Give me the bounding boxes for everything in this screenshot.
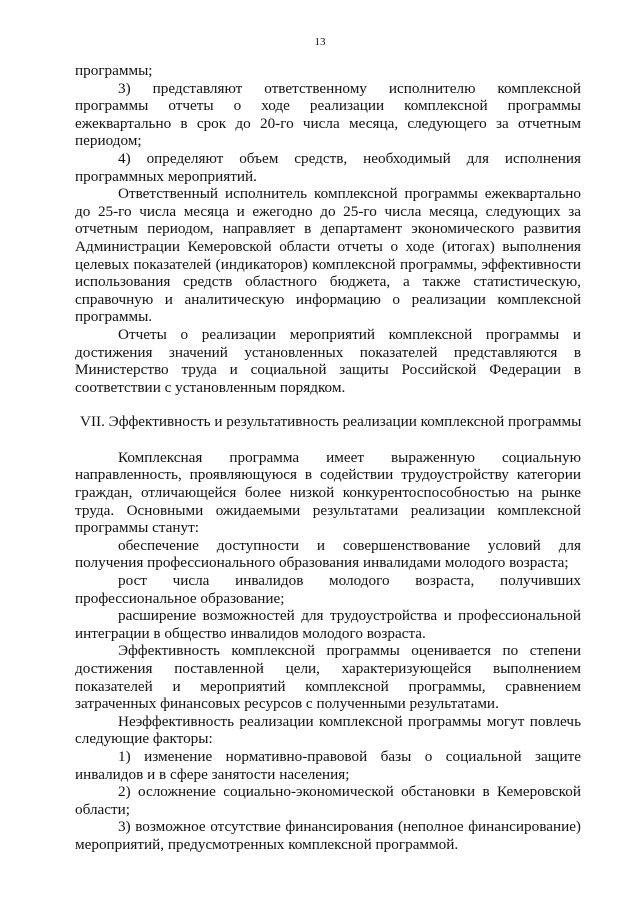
result-item-integration: расширение возможностей для трудоустройства и профессиональной интеграции в общество инвалидов молодого возраста. [75, 607, 581, 642]
list-item-3: 3) представляют ответственному исполнителю комплексной программы отчеты о ходе реализации комплексной программы ежеквартально в срок до 20-го числа месяца, следующего за отчетным периодом; [75, 79, 581, 150]
paragraph-program-focus: Комплексная программа имеет выраженную социальную направленность, проявляющуюся в содействии трудоустройству категории граждан, отличающейся более низкой конкурентоспособностью на рынке труда. Основными ожидаемыми результатами реализации комплексной программы станут: [75, 448, 581, 537]
paragraph-continuation: программы; [75, 62, 153, 79]
paragraph-efficiency: Эффективность комплексной программы оценивается по степени достижения поставленной цели, характеризующейся выполнением показателей и мероприятий комплексной программы, сравнением затраченных финансовых ресурсов с полученными результатами. [75, 642, 581, 713]
page-number: 13 [314, 36, 326, 48]
paragraph-reports: Отчеты о реализации мероприятий комплексной программы и достижения значений установленных показателей представляются в Министерство труда и социальной защиты Российской Федерации в соответствии с установленным порядком. [75, 325, 581, 396]
document-body [75, 62, 581, 854]
paragraph-responsible-executor: Ответственный исполнитель комплексной программы ежеквартально до 25-го числа месяца и ежегодно до 25-го числа месяца, следующих за отчетным периодом, направляет в департамент экономического развития Администрации Кемеровской области отчеты о ходе (итогах) выполнения целевых показателей (индикаторов) комплексной программы, эффективности использования средств областного бюджета, а также статистическую, справочную и аналитическую информацию о реализации комплексной программы. [75, 185, 581, 326]
paragraph-inefficiency: Неэффективность реализации комплексной программы могут повлечь следующие факторы: [75, 712, 581, 748]
risk-item-2: 2) осложнение социально-экономической обстановки в Кемеровской области; [75, 783, 581, 818]
list-item-4: 4) определяют объем средств, необходимый для исполнения программных мероприятий. [75, 149, 581, 185]
result-item-access: обеспечение доступности и совершенствование условий для получения профессионального образования инвалидами молодого возраста; [75, 536, 581, 572]
risk-item-1: 1) изменение нормативно-правовой базы о социальной защите инвалидов и в сфере занятости населения; [75, 747, 581, 783]
risk-item-3: 3) возможное отсутствие финансирования (неполное финансирование) мероприятий, предусмотренных комплексной программой. [75, 818, 581, 853]
result-item-growth: рост числа инвалидов молодого возраста, получивших профессиональное образование; [75, 572, 581, 607]
section-heading: VII. Эффективность и результативность реализации комплексной программы [80, 413, 582, 431]
